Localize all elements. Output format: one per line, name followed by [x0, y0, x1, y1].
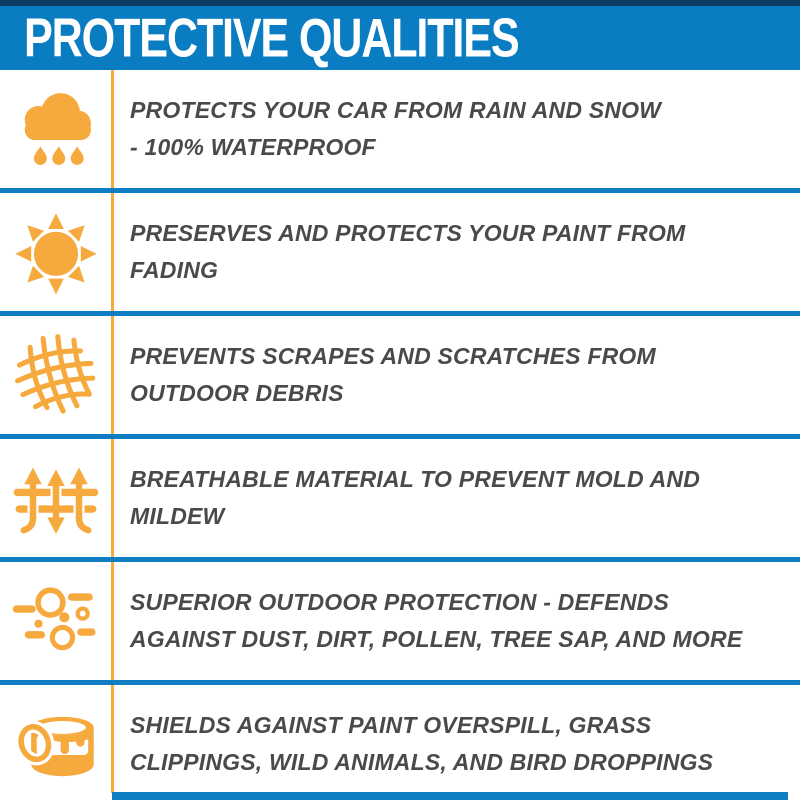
- feature-text: [111, 338, 656, 412]
- feature-row: [0, 685, 800, 800]
- feature-text-line: - 100% WATERPROOF: [130, 134, 376, 160]
- feature-text: [111, 92, 661, 166]
- feature-text: [111, 215, 685, 289]
- feature-row: [0, 70, 800, 188]
- feature-text-line: BREATHABLE MATERIAL TO PREVENT MOLD AND: [130, 466, 701, 492]
- row-separator: [0, 434, 800, 439]
- feature-text-line: PREVENTS SCRAPES AND SCRATCHES FROM: [130, 343, 656, 369]
- header: [0, 6, 800, 70]
- feature-text-line: CLIPPINGS, WILD ANIMALS, AND BIRD DROPPINGS: [130, 749, 714, 775]
- feature-text-line: PROTECTS YOUR CAR FROM RAIN AND SNOW: [130, 97, 662, 123]
- feature-text-line: AGAINST DUST, DIRT, POLLEN, TREE SAP, AND MORE: [130, 626, 743, 652]
- row-separator: [0, 311, 800, 316]
- feature-text-line: SUPERIOR OUTDOOR PROTECTION - DEFENDS: [130, 589, 669, 615]
- feature-list: [0, 70, 800, 800]
- net-mesh-icon: [0, 329, 111, 421]
- feature-row: [0, 193, 800, 311]
- row-separator: [0, 680, 800, 685]
- dust-particles-icon: [0, 575, 111, 667]
- feature-text-line: OUTDOOR DEBRIS: [130, 380, 344, 406]
- rain-cloud-icon: [0, 83, 111, 175]
- sun-icon: [0, 206, 111, 298]
- page-title: PROTECTIVE QUALITIES: [24, 7, 519, 69]
- feature-text-line: PRESERVES AND PROTECTS YOUR PAINT FROM: [130, 220, 686, 246]
- paint-bucket-icon: [0, 698, 111, 790]
- feature-text: [111, 584, 742, 658]
- feature-text-line: FADING: [130, 257, 219, 283]
- feature-text: [111, 707, 713, 781]
- row-separator: [0, 557, 800, 562]
- feature-row: [0, 562, 800, 680]
- feature-row: [0, 439, 800, 557]
- breathable-arrows-icon: [0, 452, 111, 544]
- feature-text-line: MILDEW: [130, 503, 225, 529]
- row-separator: [0, 188, 800, 193]
- feature-row: [0, 316, 800, 434]
- feature-text: [111, 461, 700, 535]
- bottom-bar: [112, 792, 788, 800]
- feature-text-line: SHIELDS AGAINST PAINT OVERSPILL, GRASS: [130, 712, 652, 738]
